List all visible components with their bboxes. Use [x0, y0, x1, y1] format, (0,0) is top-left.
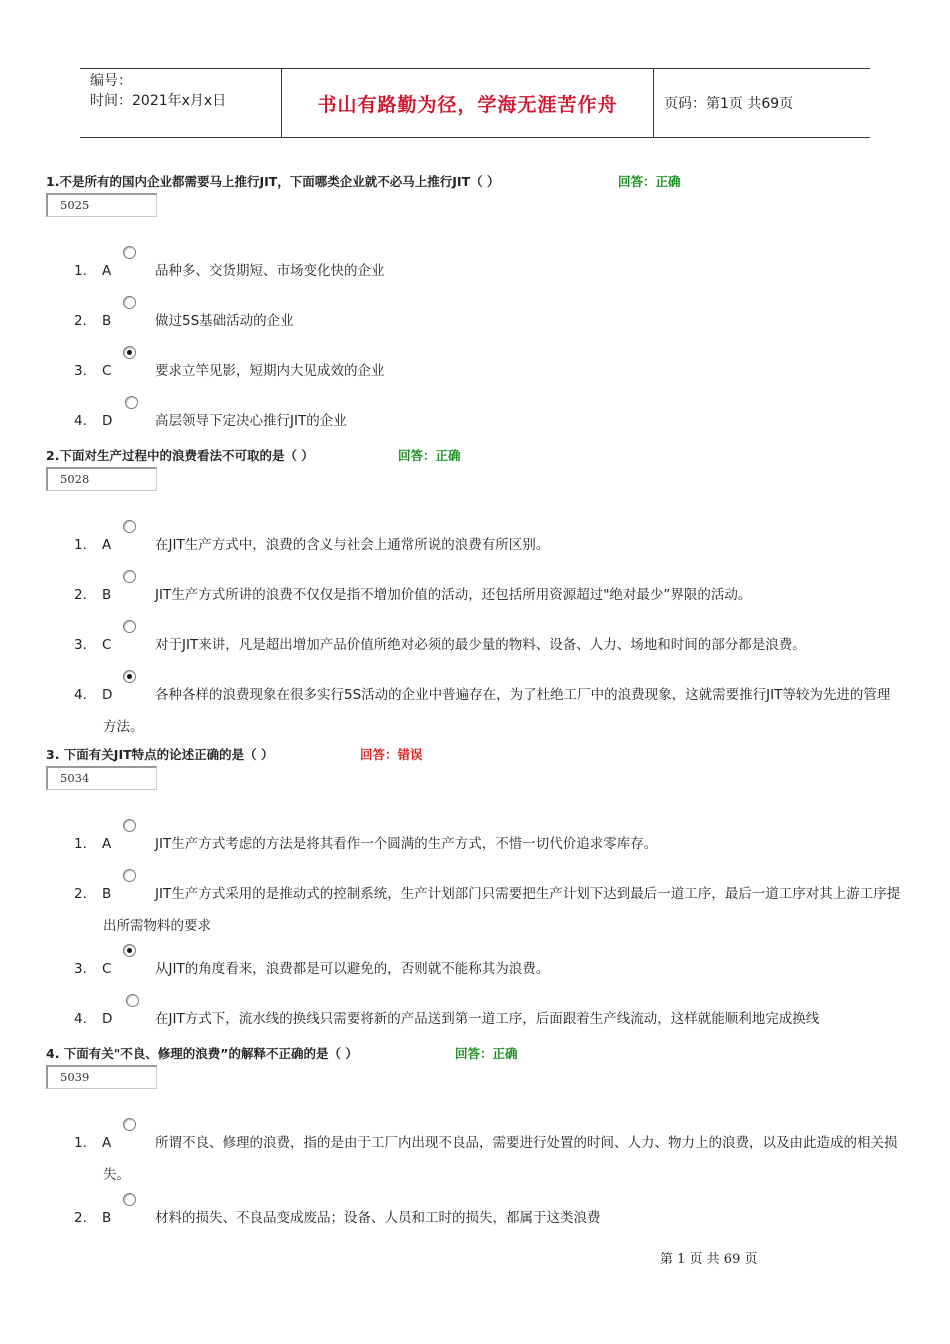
option-text: 材料的损失、不良品变成废品；设备、人员和工时的损失，都属于这类浪费	[155, 1210, 601, 1226]
question-title: 1.不是所有的国内企业都需要马上推行JIT，下面哪类企业就不必马上推行JIT（ ）	[46, 174, 500, 189]
answer-status: 回答：正确	[618, 174, 681, 189]
option-letter: D	[102, 687, 113, 703]
option-text: 在JIT方式下，流水线的换线只需要将新的产品送到第一道工序，后面跟着生产线流动，这样就能顺利地完成换线	[155, 1011, 820, 1027]
option-letter: A	[102, 537, 112, 553]
question-code-field[interactable]: 5039	[46, 1065, 157, 1089]
option-letter: D	[102, 1011, 113, 1027]
option-letter: B	[102, 1210, 112, 1226]
motto: 书山有路勤为径，学海无涯苦作舟	[317, 93, 618, 116]
answer-status: 回答：错误	[360, 747, 423, 762]
header-page-cell	[654, 69, 870, 137]
option-letter: C	[102, 637, 112, 653]
header-meta	[80, 69, 281, 137]
question-code-field[interactable]: 5025	[46, 193, 157, 217]
option-text: 要求立竿见影，短期内大见成效的企业	[155, 363, 385, 379]
option-number: 3.	[74, 961, 87, 977]
option-text: JIT生产方式采用的是推动式的控制系统，生产计划部门只需要把生产计划下达到最后一道工序，最后一道工序对其上游工序提出所需物料的要求	[103, 886, 901, 934]
option-radio[interactable]	[123, 1193, 136, 1206]
option-letter: A	[102, 1135, 112, 1151]
page-label: 页码：第1页 共69页	[664, 96, 794, 112]
option-text: 对于JIT来讲，凡是超出增加产品价值所绝对必须的最少量的物料、设备、人力、场地和时间的部分都是浪费。	[155, 637, 806, 653]
answer-status: 回答：正确	[398, 448, 461, 463]
option-letter: B	[102, 313, 112, 329]
question-code-field[interactable]: 5034	[46, 766, 157, 790]
option-number: 2.	[74, 587, 87, 603]
option-letter: A	[102, 836, 112, 852]
option-radio-selected[interactable]	[123, 944, 136, 957]
option-text: 品种多、交货期短、市场变化快的企业	[155, 263, 385, 279]
option-radio[interactable]	[123, 246, 136, 259]
page-footer: 第 1 页 共 69 页	[660, 1252, 758, 1267]
option-number: 2.	[74, 1210, 87, 1226]
option-number: 2.	[74, 313, 87, 329]
option-letter: B	[102, 886, 112, 902]
header-motto-cell	[281, 69, 654, 137]
option-number: 3.	[74, 363, 87, 379]
option-radio[interactable]	[123, 296, 136, 309]
option-number: 1.	[74, 537, 87, 553]
answer-status: 回答：正确	[455, 1046, 518, 1061]
option-number: 4.	[74, 687, 87, 703]
option-letter: C	[102, 961, 112, 977]
option-radio[interactable]	[123, 819, 136, 832]
option-text: 在JIT生产方式中，浪费的含义与社会上通常所说的浪费有所区别。	[155, 537, 550, 553]
option-text: 各种各样的浪费现象在很多实行5S活动的企业中普遍存在，为了杜绝工厂中的浪费现象，这就需要推行JIT等较为先进的管理方法。	[103, 687, 891, 735]
option-number: 2.	[74, 886, 87, 902]
question-title: 3. 下面有关JIT特点的论述正确的是（ ）	[46, 747, 274, 762]
option-number: 1.	[74, 263, 87, 279]
option-radio[interactable]	[123, 520, 136, 533]
option-text: JIT生产方式考虑的方法是将其看作一个圆满的生产方式，不惜一切代价追求零库存。	[155, 836, 658, 852]
option-letter: D	[102, 413, 113, 429]
option-radio[interactable]	[125, 396, 138, 409]
page-header	[80, 68, 870, 138]
option-radio-selected[interactable]	[123, 346, 136, 359]
id-label: 编号：	[90, 73, 132, 89]
option-text: 做过5S基础活动的企业	[155, 313, 294, 329]
question-title: 2.下面对生产过程中的浪费看法不可取的是（ ）	[46, 448, 314, 463]
option-radio[interactable]	[123, 620, 136, 633]
date-label: 时间：2021年x月x日	[90, 93, 227, 109]
option-number: 4.	[74, 413, 87, 429]
option-text: 高层领导下定决心推行JIT的企业	[155, 413, 347, 429]
option-letter: B	[102, 587, 112, 603]
option-text: 所谓不良、修理的浪费，指的是由于工厂内出现不良品，需要进行处置的时间、人力、物力上的浪费，以及由此造成的相关损失。	[103, 1135, 898, 1183]
option-radio[interactable]	[123, 570, 136, 583]
option-number: 4.	[74, 1011, 87, 1027]
option-text: JIT生产方式所讲的浪费不仅仅是指不增加价值的活动，还包括所用资源超过"绝对最少”界限的活动。	[155, 587, 752, 603]
option-number: 1.	[74, 836, 87, 852]
option-number: 1.	[74, 1135, 87, 1151]
option-number: 3.	[74, 637, 87, 653]
option-text: 从JIT的角度看来，浪费都是可以避免的，否则就不能称其为浪费。	[155, 961, 550, 977]
question-title: 4. 下面有关"不良、修理的浪费”的解释不正确的是（ ）	[46, 1046, 358, 1061]
option-letter: A	[102, 263, 112, 279]
question-code-field[interactable]: 5028	[46, 467, 157, 491]
option-radio[interactable]	[126, 994, 139, 1007]
option-letter: C	[102, 363, 112, 379]
